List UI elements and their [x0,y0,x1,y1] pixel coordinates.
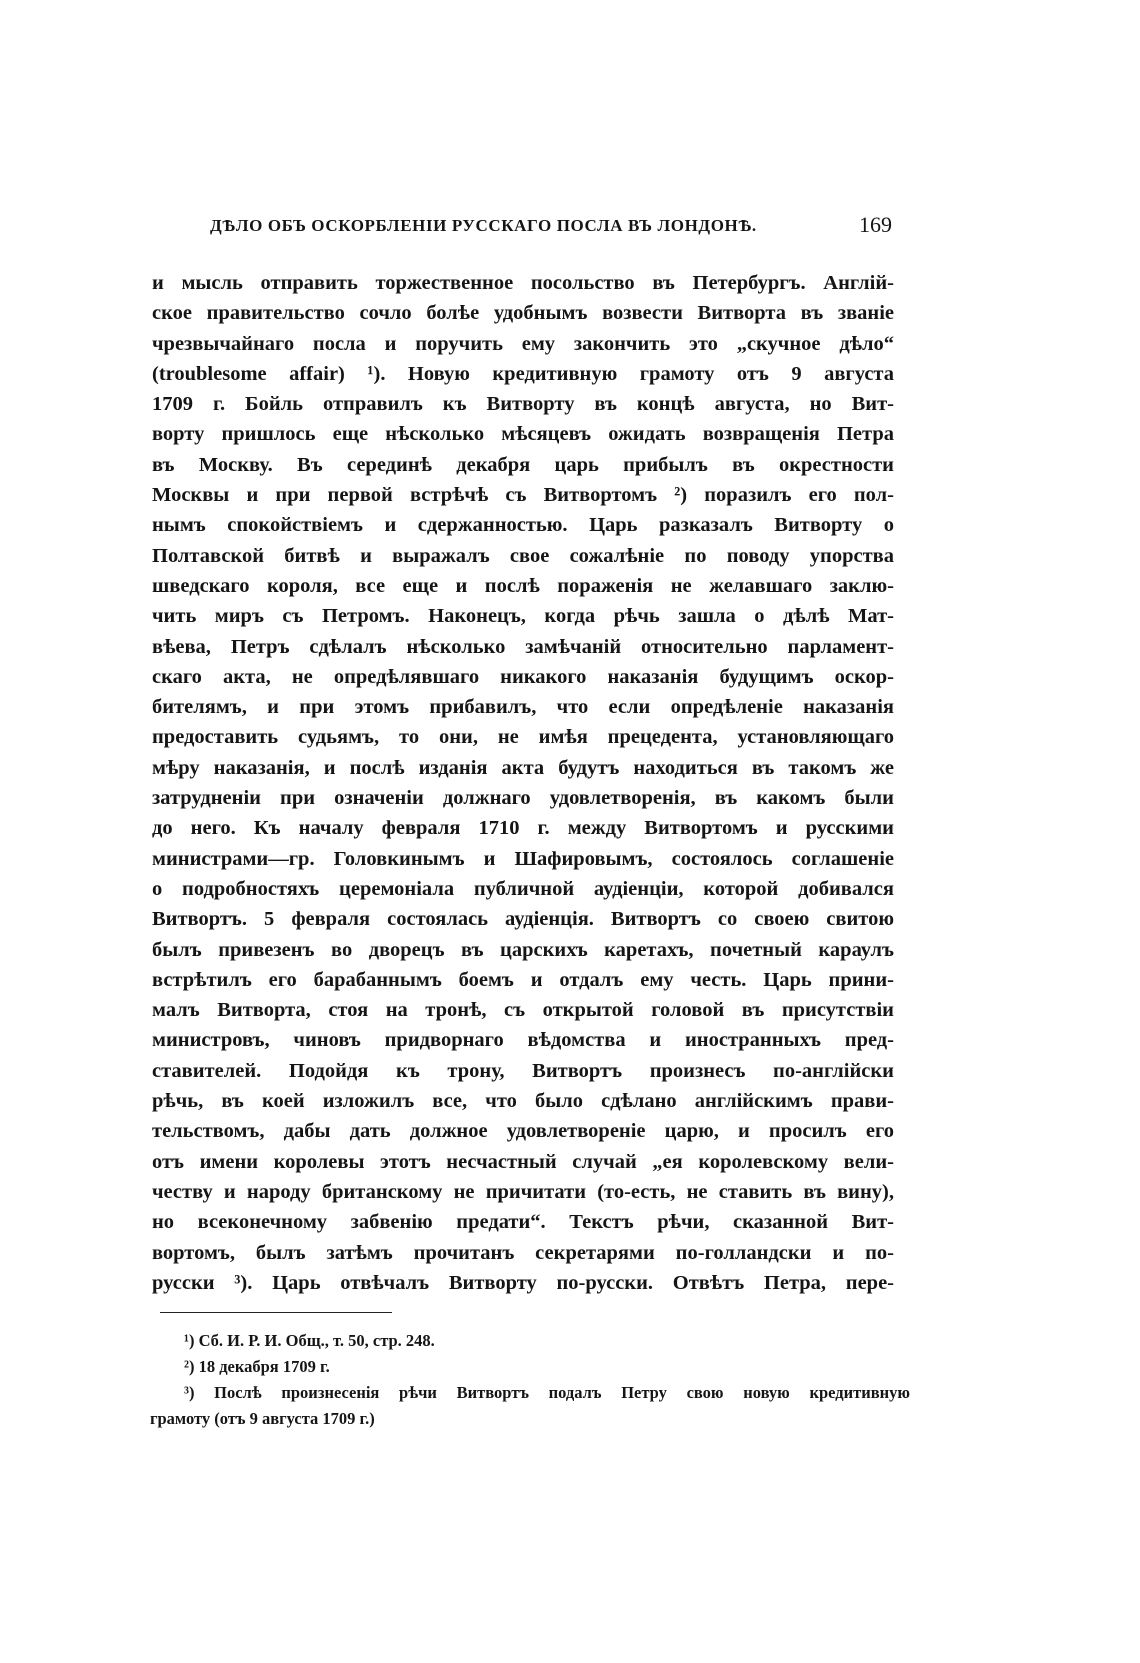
text-line: затрудненіи при означеніи должнаго удовлетворенія, въ какомъ были [152,787,894,810]
text-line: встрѣтилъ его барабаннымъ боемъ и отдалъ ему честь. Царь прини- [152,968,894,991]
text-line: о подробностяхъ церемоніала публичной аудіенціи, которой добивался [152,877,894,900]
text-line: отъ имени королевы этотъ несчастный случай „ея королевскому вели- [152,1150,894,1173]
text-line: нымъ спокойствіемъ и сдержанностью. Царь разказалъ Витворту о [152,514,894,537]
text-line: шведскаго короля, все еще и послѣ пораженія не желавшаго заклю- [152,574,894,597]
running-head: ДѢЛО ОБЪ ОСКОРБЛЕНІИ РУССКАГО ПОСЛА ВЪ ЛОНДОНѢ. [210,216,757,235]
footnote-3: ³) Послѣ произнесенія рѣчи Витвортъ подалъ Петру свою новую кредитивную [184,1383,910,1402]
text-line: ское правительство сочло болѣе удобнымъ возвести Витворта въ званіе [152,302,894,325]
page-number: 169 [859,212,892,237]
text-line: мѣру наказанія, и послѣ изданія акта будутъ находиться въ такомъ же [152,756,894,779]
footnote-divider [160,1312,392,1313]
text-line: Москвы и при первой встрѣчѣ съ Витвортомъ ²) поразилъ его пол- [152,484,894,507]
body-text [152,268,894,1298]
text-line: былъ привезенъ во дворецъ въ царскихъ каретахъ, почетный караулъ [152,938,894,961]
footnote-2: ²) 18 декабря 1709 г. [184,1357,330,1376]
page-header [150,212,892,242]
text-line: министрами—гр. Головкинымъ и Шафировымъ, состоялось соглашеніе [152,847,894,870]
text-line: министровъ, чиновъ придворнаго вѣдомства и иностранныхъ пред- [152,1029,894,1052]
text-line: чрезвычайнаго посла и поручить ему закончить это „скучное дѣло“ [152,332,894,355]
text-line: до него. Къ началу февраля 1710 г. между Витвортомъ и русскими [152,817,894,840]
text-line: ставителей. Подойдя къ трону, Витвортъ произнесъ по-англійски [152,1059,894,1082]
text-line: Полтавской битвѣ и выражалъ свое сожалѣніе по поводу упорства [152,544,894,567]
text-line: бителямъ, и при этомъ прибавилъ, что если опредѣленіе наказанія [152,696,894,719]
text-line: (troublesome affair) ¹). Новую кредитивную грамоту отъ 9 августа [152,362,894,385]
text-line: русски ³). Царь отвѣчалъ Витворту по-русски. Отвѣтъ Петра, пере- [152,1271,894,1294]
text-line: чить миръ съ Петромъ. Наконецъ, когда рѣчь зашла о дѣлѣ Мат- [152,605,894,628]
text-line: вѣева, Петръ сдѣлалъ нѣсколько замѣчаній относительно парламент- [152,635,894,658]
footnotes [150,1328,910,1432]
text-line: въ Москву. Въ серединѣ декабря царь прибылъ въ окрестности [152,453,894,476]
footnote-3-continuation: грамоту (отъ 9 августа 1709 г.) [150,1409,375,1428]
text-line: рѣчь, въ коей изложилъ все, что было сдѣлано англійскимъ прави- [152,1090,894,1113]
text-line: ворту пришлось еще нѣсколько мѣсяцевъ ожидать возвращенія Петра [152,423,894,446]
text-line: тельствомъ, дабы дать должное удовлетвореніе царю, и просилъ его [152,1120,894,1143]
text-line: скаго акта, не опредѣлявшаго никакого наказанія будущимъ оскор- [152,665,894,688]
text-line: 1709 г. Бойль отправилъ къ Витворту въ концѣ августа, но Вит- [152,393,894,416]
text-line: честву и народу британскому не причитати (то-есть, не ставить въ вину), [152,1180,894,1203]
text-line: но всеконечному забвенію предати“. Текстъ рѣчи, сказанной Вит- [152,1211,894,1234]
footnote-1: ¹) Сб. И. Р. И. Общ., т. 50, стр. 248. [184,1331,435,1350]
text-line: Витвортъ. 5 февраля состоялась аудіенція. Витвортъ со своею свитою [152,908,894,931]
text-line: вортомъ, былъ затѣмъ прочитанъ секретарями по-голландски и по- [152,1241,894,1264]
text-line: малъ Витворта, стоя на тронѣ, съ открытой головой въ присутствіи [152,999,894,1022]
text-line: предоставить судьямъ, то они, не имѣя прецедента, установляющаго [152,726,894,749]
text-line: и мысль отправить торжественное посольство въ Петербургъ. Англій- [152,272,894,294]
